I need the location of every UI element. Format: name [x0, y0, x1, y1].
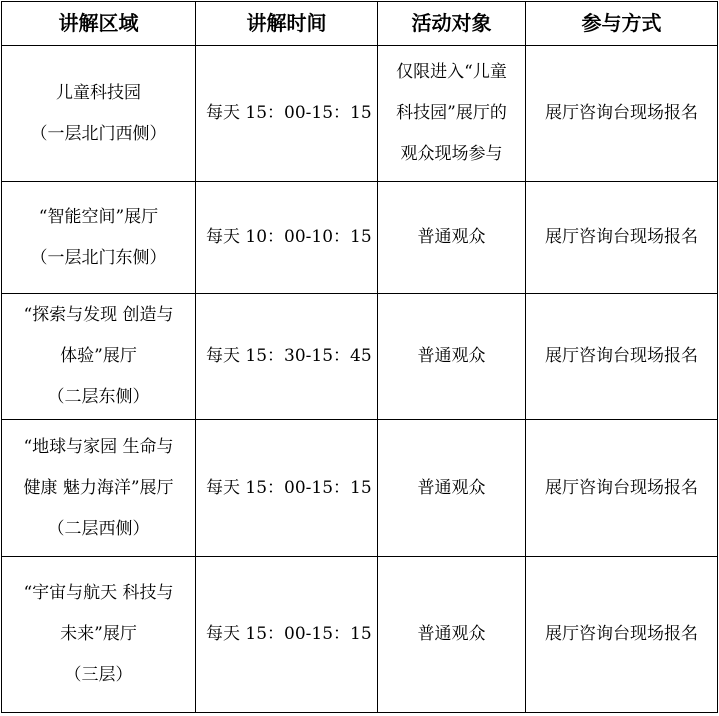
audience-line: 普通观众 [417, 346, 486, 366]
area-cell [2, 46, 196, 182]
schedule-table [1, 1, 718, 713]
method-cell: 展厅咨询台现场报名 [526, 46, 718, 182]
audience-line: 普通观众 [417, 477, 486, 498]
area-line: “宇宙与航天 科技与 [23, 583, 174, 603]
header-area: 讲解区域 [2, 2, 196, 46]
table-row [2, 557, 718, 713]
table-row [2, 420, 718, 557]
audience-line: 普通观众 [417, 624, 486, 644]
audience-line: 普通观众 [417, 227, 486, 247]
audience-line: 科技园”展厅的 [396, 103, 507, 123]
area-line: “地球与家园 生命与 [23, 436, 174, 457]
method-cell: 展厅咨询台现场报名 [526, 420, 718, 557]
audience-cell [378, 294, 526, 420]
time-cell: 每天 15：30-15：45 [196, 294, 378, 420]
area-line: “探索与发现 创造与 [23, 305, 174, 325]
audience-cell [378, 46, 526, 182]
area-line: （二层西侧） [47, 518, 150, 539]
header-time: 讲解时间 [196, 2, 378, 46]
area-line: 体验”展厅 [60, 346, 137, 366]
table-row [2, 182, 718, 294]
time-cell: 每天 15：00-15：15 [196, 46, 378, 182]
area-line: 健康 魅力海洋”展厅 [23, 477, 174, 498]
area-cell [2, 420, 196, 557]
table-row [2, 294, 718, 420]
audience-line: 仅限进入“儿童 [396, 62, 507, 82]
area-line: （一层北门东侧） [30, 247, 167, 268]
header-audience: 活动对象 [378, 2, 526, 46]
time-cell: 每天 15：00-15：15 [196, 420, 378, 557]
method-cell: 展厅咨询台现场报名 [526, 294, 718, 420]
area-line: 未来”展厅 [60, 624, 137, 644]
area-line: （一层北门西侧） [30, 123, 167, 144]
area-line: “智能空间”展厅 [38, 206, 159, 227]
audience-cell [378, 420, 526, 557]
header-method: 参与方式 [526, 2, 718, 46]
area-line: （三层） [64, 665, 133, 685]
area-cell [2, 557, 196, 713]
audience-cell [378, 557, 526, 713]
audience-cell [378, 182, 526, 294]
method-cell: 展厅咨询台现场报名 [526, 182, 718, 294]
header-row [2, 2, 718, 46]
area-cell [2, 182, 196, 294]
audience-line: 观众现场参与 [400, 144, 503, 164]
area-line: 儿童科技园 [56, 82, 141, 103]
time-cell: 每天 15：00-15：15 [196, 557, 378, 713]
time-cell: 每天 10：00-10：15 [196, 182, 378, 294]
method-cell: 展厅咨询台现场报名 [526, 557, 718, 713]
area-line: （二层东侧） [47, 387, 150, 407]
area-cell [2, 294, 196, 420]
table-row [2, 46, 718, 182]
